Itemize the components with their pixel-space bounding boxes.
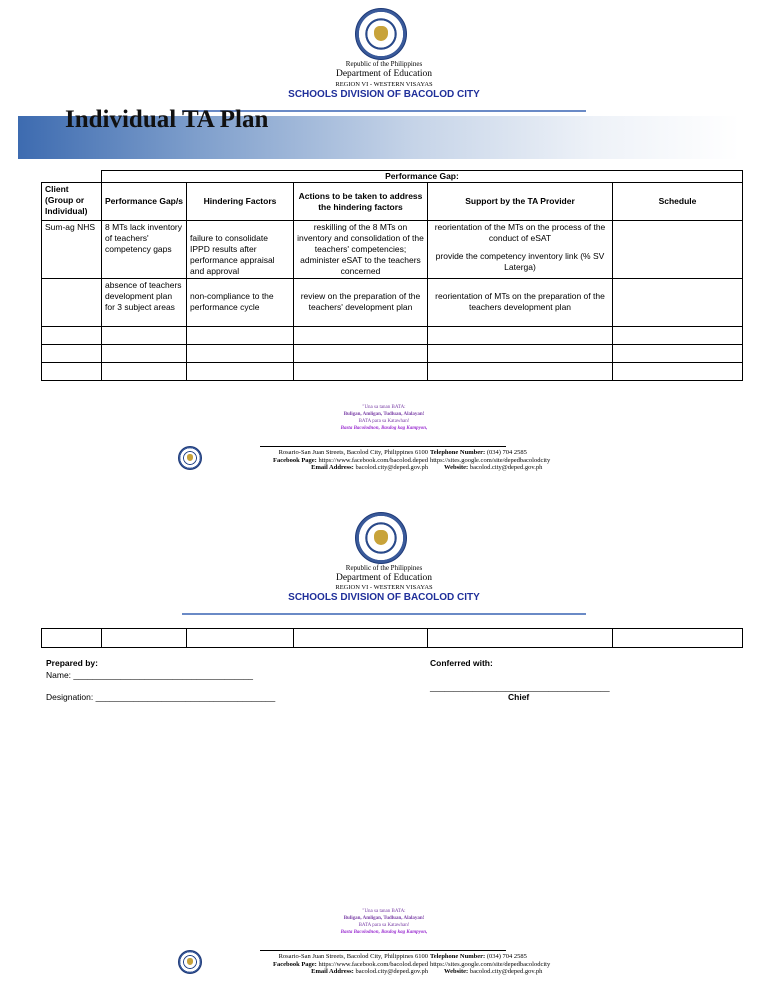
table-row bbox=[42, 221, 743, 279]
cell-actions: review on the preparation of the teachers' development plan bbox=[294, 279, 428, 327]
support-line-1: reorientation of the MTs on the process of the conduct of eSAT bbox=[434, 222, 606, 243]
motto-line-3: BATA para sa Katawhan! bbox=[358, 923, 410, 928]
table-row bbox=[42, 363, 743, 381]
department-text: Department of Education bbox=[335, 573, 433, 583]
motto-line-2: Buligan, Amligan, Tudluan, Alalayan! bbox=[343, 916, 425, 921]
email-label: Email Address: bbox=[311, 968, 354, 975]
footer-rule bbox=[260, 950, 506, 951]
motto-line-1: "Una sa tanan BATA: bbox=[362, 405, 406, 410]
email-link[interactable]: bacolod.city@deped.gov.ph bbox=[355, 968, 428, 975]
telephone-label: Telephone Number: bbox=[430, 449, 486, 456]
footer-right-block bbox=[430, 953, 550, 976]
telephone-text: (034) 704 2585 bbox=[486, 449, 527, 456]
blank-corner bbox=[42, 171, 102, 183]
table-row bbox=[42, 279, 743, 327]
table-row bbox=[42, 629, 743, 648]
conferred-with-label: Conferred with: bbox=[430, 658, 493, 668]
deped-seal-icon bbox=[355, 512, 407, 564]
motto-line-1: "Una sa tanan BATA: bbox=[362, 909, 406, 914]
division-text: SCHOOLS DIVISION OF BACOLOD CITY bbox=[288, 89, 480, 100]
cell-hindering: failure to consolidate IPPD results after performance appraisal and approval bbox=[187, 221, 294, 279]
site-link[interactable]: https://sites.google.com/site/depedbacolodcity bbox=[430, 456, 551, 464]
footer-left-block bbox=[222, 449, 428, 472]
footer-right-block bbox=[430, 449, 550, 472]
footer-motto bbox=[0, 908, 768, 936]
col-support: Support by the TA Provider bbox=[428, 183, 613, 221]
website-link[interactable]: bacolod.city@deped.gov.ph bbox=[469, 968, 543, 975]
footer-seal-icon bbox=[178, 446, 202, 470]
footer-rule bbox=[260, 446, 506, 447]
department-text: Department of Education bbox=[335, 69, 433, 79]
ta-plan-table-continued bbox=[41, 628, 743, 648]
motto-line-4: Basta Bacolodnon, Basdog kag Kampyon, bbox=[340, 930, 428, 935]
region-text: REGION VI - WESTERN VISAYAS bbox=[335, 584, 433, 591]
col-actions: Actions to be taken to address the hindering factors bbox=[294, 183, 428, 221]
email-label: Email Address: bbox=[311, 464, 354, 471]
support-line-2: provide the competency inventory link (% SV Laterga) bbox=[435, 251, 605, 272]
name-field[interactable]: Name: ______________________________________ bbox=[46, 670, 254, 680]
deped-seal-icon bbox=[355, 8, 407, 60]
telephone-text: (034) 704 2585 bbox=[486, 953, 527, 960]
cell-schedule bbox=[613, 279, 743, 327]
division-text: SCHOOLS DIVISION OF BACOLOD CITY bbox=[288, 592, 480, 603]
footer-seal-icon bbox=[178, 950, 202, 974]
performance-gap-header: Performance Gap: bbox=[102, 171, 743, 183]
designation-field[interactable]: Designation: ______________________________________ bbox=[46, 692, 276, 702]
table-row bbox=[42, 345, 743, 363]
site-link[interactable]: https://sites.google.com/site/depedbacolodcity bbox=[430, 960, 551, 968]
republic-text: Republic of the Philippines bbox=[345, 60, 423, 68]
cell-client: Sum-ag NHS bbox=[42, 221, 102, 279]
website-label: Website: bbox=[444, 968, 469, 975]
motto-line-2: Buligan, Amligan, Tudluan, Alalayan! bbox=[343, 412, 425, 417]
cell-support bbox=[428, 221, 613, 279]
cell-gap: absence of teachers development plan for 3 subject areas bbox=[102, 279, 187, 327]
motto-line-3: BATA para sa Katawhan! bbox=[358, 419, 410, 424]
address-text: Rosario-San Juan Streets, Bacolod City, Philippines 6100 bbox=[278, 953, 428, 960]
cell-hindering: non-compliance to the performance cycle bbox=[187, 279, 294, 327]
cell-actions: reskilling of the 8 MTs on inventory and consolidation of the teachers' competencies; administer eSAT to the teachers concerned bbox=[294, 221, 428, 279]
conferred-signature-line[interactable]: ______________________________________ bbox=[430, 682, 610, 692]
cell-client bbox=[42, 279, 102, 327]
cell-schedule bbox=[613, 221, 743, 279]
cell-gap: 8 MTs lack inventory of teachers' competency gaps bbox=[102, 221, 187, 279]
motto-line-4: Basta Bacolodnon, Basdog kag Kampyon, bbox=[340, 426, 428, 431]
header-rule bbox=[182, 613, 586, 615]
footer-motto bbox=[0, 404, 768, 432]
col-performance-gap: Performance Gap/s bbox=[102, 183, 187, 221]
facebook-label: Facebook Page: bbox=[272, 960, 317, 968]
ta-plan-table bbox=[41, 170, 743, 381]
table-row bbox=[42, 327, 743, 345]
republic-text: Republic of the Philippines bbox=[345, 564, 423, 572]
facebook-link[interactable]: https://www.facebook.com/bacolod.deped bbox=[318, 960, 428, 968]
facebook-link[interactable]: https://www.facebook.com/bacolod.deped bbox=[318, 456, 428, 464]
telephone-label: Telephone Number: bbox=[430, 953, 486, 960]
region-text: REGION VI - WESTERN VISAYAS bbox=[335, 81, 433, 88]
page-title: Individual TA Plan bbox=[65, 106, 269, 133]
col-client: Client (Group or Individual) bbox=[42, 183, 102, 221]
footer-left-block bbox=[222, 953, 428, 976]
website-link[interactable]: bacolod.city@deped.gov.ph bbox=[469, 464, 543, 471]
address-text: Rosario-San Juan Streets, Bacolod City, Philippines 6100 bbox=[278, 449, 428, 456]
email-link[interactable]: bacolod.city@deped.gov.ph bbox=[355, 464, 428, 471]
cell-support: reorientation of MTs on the preparation of the teachers development plan bbox=[428, 279, 613, 327]
website-label: Website: bbox=[444, 464, 469, 471]
prepared-by-label: Prepared by: bbox=[46, 658, 98, 668]
col-schedule: Schedule bbox=[613, 183, 743, 221]
chief-label: Chief bbox=[508, 692, 530, 702]
facebook-label: Facebook Page: bbox=[272, 456, 317, 464]
col-hindering-factors: Hindering Factors bbox=[187, 183, 294, 221]
